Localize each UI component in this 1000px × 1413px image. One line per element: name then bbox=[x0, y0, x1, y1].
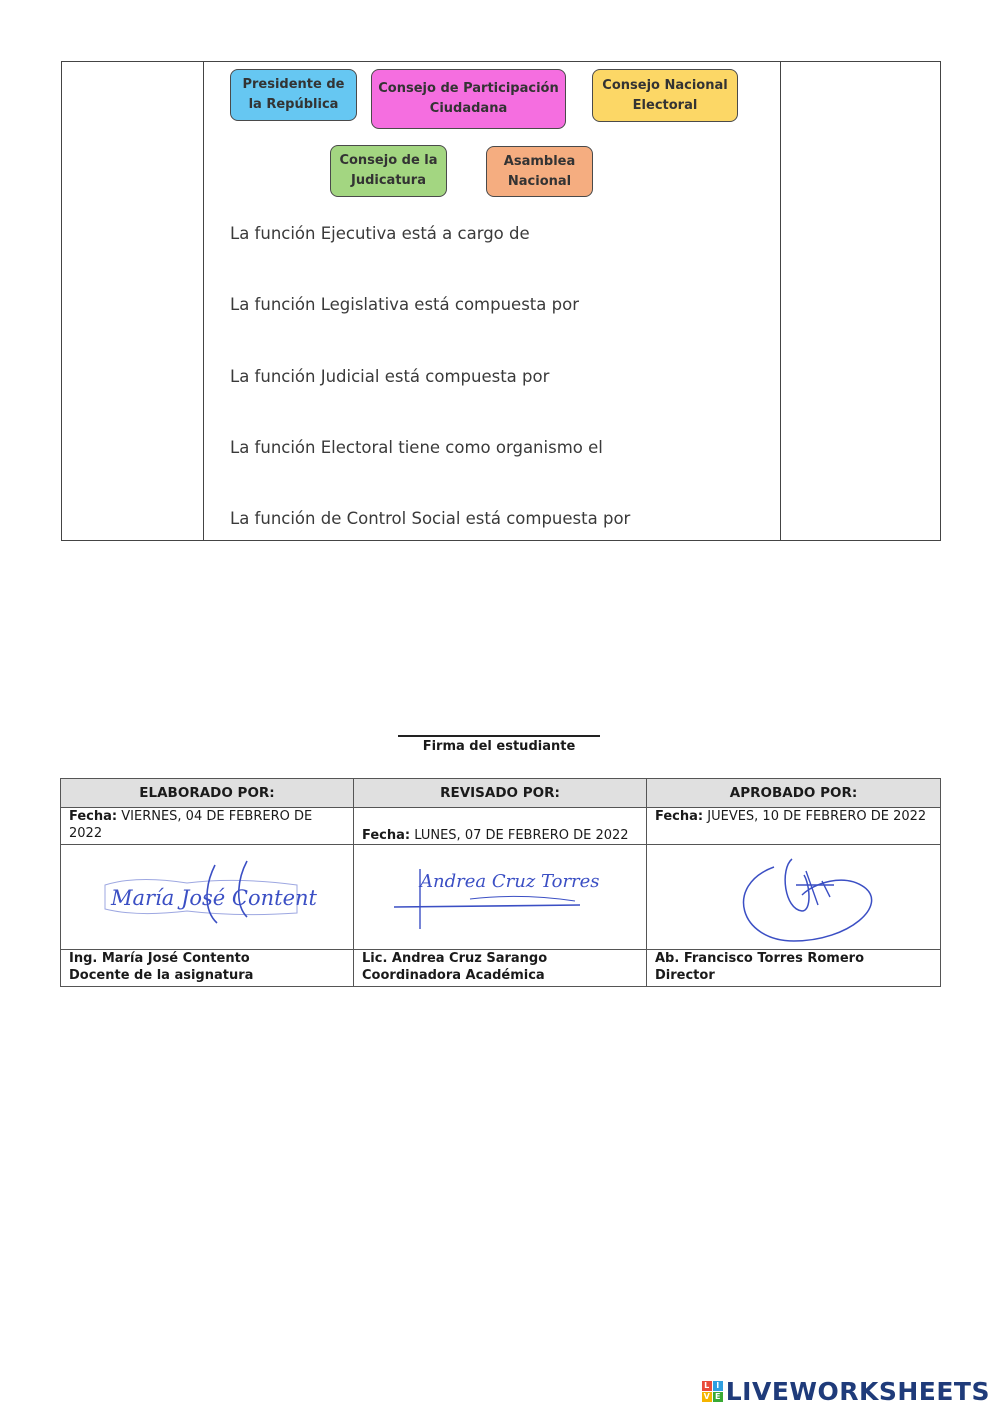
date-label: Fecha: bbox=[69, 809, 118, 824]
signer-contento bbox=[61, 950, 354, 987]
handwritten-signature-image bbox=[390, 855, 610, 935]
sentence-ejecutiva: La función Ejecutiva está a cargo de bbox=[230, 224, 530, 243]
date-cell-elaborado bbox=[61, 808, 354, 845]
liveworksheets-logo bbox=[702, 1377, 990, 1406]
header-revisado: REVISADO POR: bbox=[354, 779, 647, 808]
tag-label: Consejo Nacional Electoral bbox=[602, 77, 728, 113]
approval-table bbox=[60, 778, 941, 987]
drag-tag-presidente[interactable] bbox=[230, 69, 357, 121]
liveworksheets-mark-icon: L I V E bbox=[702, 1381, 723, 1402]
signer-role: Coordinadora Académica bbox=[362, 968, 545, 983]
sentence-legislativa: La función Legislativa está compuesta por bbox=[230, 295, 579, 314]
column-divider bbox=[780, 62, 781, 540]
tag-label: Asamblea Nacional bbox=[503, 153, 576, 189]
signer-name: Ab. Francisco Torres Romero bbox=[655, 951, 865, 966]
signer-cruz bbox=[354, 950, 647, 987]
brand-name: LIVEWORKSHEETS bbox=[725, 1377, 990, 1406]
signature-cruz bbox=[354, 845, 647, 950]
header-elaborado: ELABORADO POR: bbox=[61, 779, 354, 808]
signer-name: Lic. Andrea Cruz Sarango bbox=[362, 951, 548, 966]
signer-torres bbox=[647, 950, 941, 987]
handwritten-signature-image bbox=[97, 855, 317, 935]
date-value: JUEVES, 10 DE FEBRERO DE 2022 bbox=[707, 809, 927, 824]
signer-role: Docente de la asignatura bbox=[69, 968, 254, 983]
drag-tag-asamblea[interactable] bbox=[486, 146, 593, 197]
date-label: Fecha: bbox=[655, 809, 704, 824]
signature-text: Andrea Cruz Torres bbox=[420, 871, 600, 892]
date-value: VIERNES, 04 DE FEBRERO DE 2022 bbox=[69, 809, 313, 841]
date-cell-revisado bbox=[354, 808, 647, 845]
signature-text: María José Contento bbox=[111, 886, 317, 910]
handwritten-signature-image bbox=[684, 845, 904, 945]
signature-label: Firma del estudiante bbox=[422, 739, 576, 754]
header-aprobado: APROBADO POR: bbox=[647, 779, 941, 808]
date-value: LUNES, 07 DE FEBRERO DE 2022 bbox=[414, 828, 629, 843]
signature-contento bbox=[61, 845, 354, 950]
signature-torres bbox=[647, 845, 941, 950]
drag-tag-consejo-participacion[interactable] bbox=[371, 69, 566, 129]
tag-label: Consejo de la Judicatura bbox=[339, 153, 438, 188]
drag-tag-consejo-electoral[interactable] bbox=[592, 69, 738, 122]
tag-label: Consejo de Participación Ciudadana bbox=[378, 81, 559, 116]
drag-tag-consejo-judicatura[interactable] bbox=[330, 145, 447, 197]
signer-name: Ing. María José Contento bbox=[69, 951, 250, 966]
column-divider bbox=[203, 62, 204, 540]
sentence-electoral: La función Electoral tiene como organismo el bbox=[230, 438, 603, 457]
sentence-control-social: La función de Control Social está compuesta por bbox=[230, 509, 631, 528]
date-cell-aprobado bbox=[647, 808, 941, 845]
tag-label: Presidente de la República bbox=[242, 77, 345, 112]
signature-line bbox=[398, 735, 600, 737]
date-label: Fecha: bbox=[362, 828, 411, 843]
sentence-judicial: La función Judicial está compuesta por bbox=[230, 367, 550, 386]
signer-role: Director bbox=[655, 968, 715, 983]
